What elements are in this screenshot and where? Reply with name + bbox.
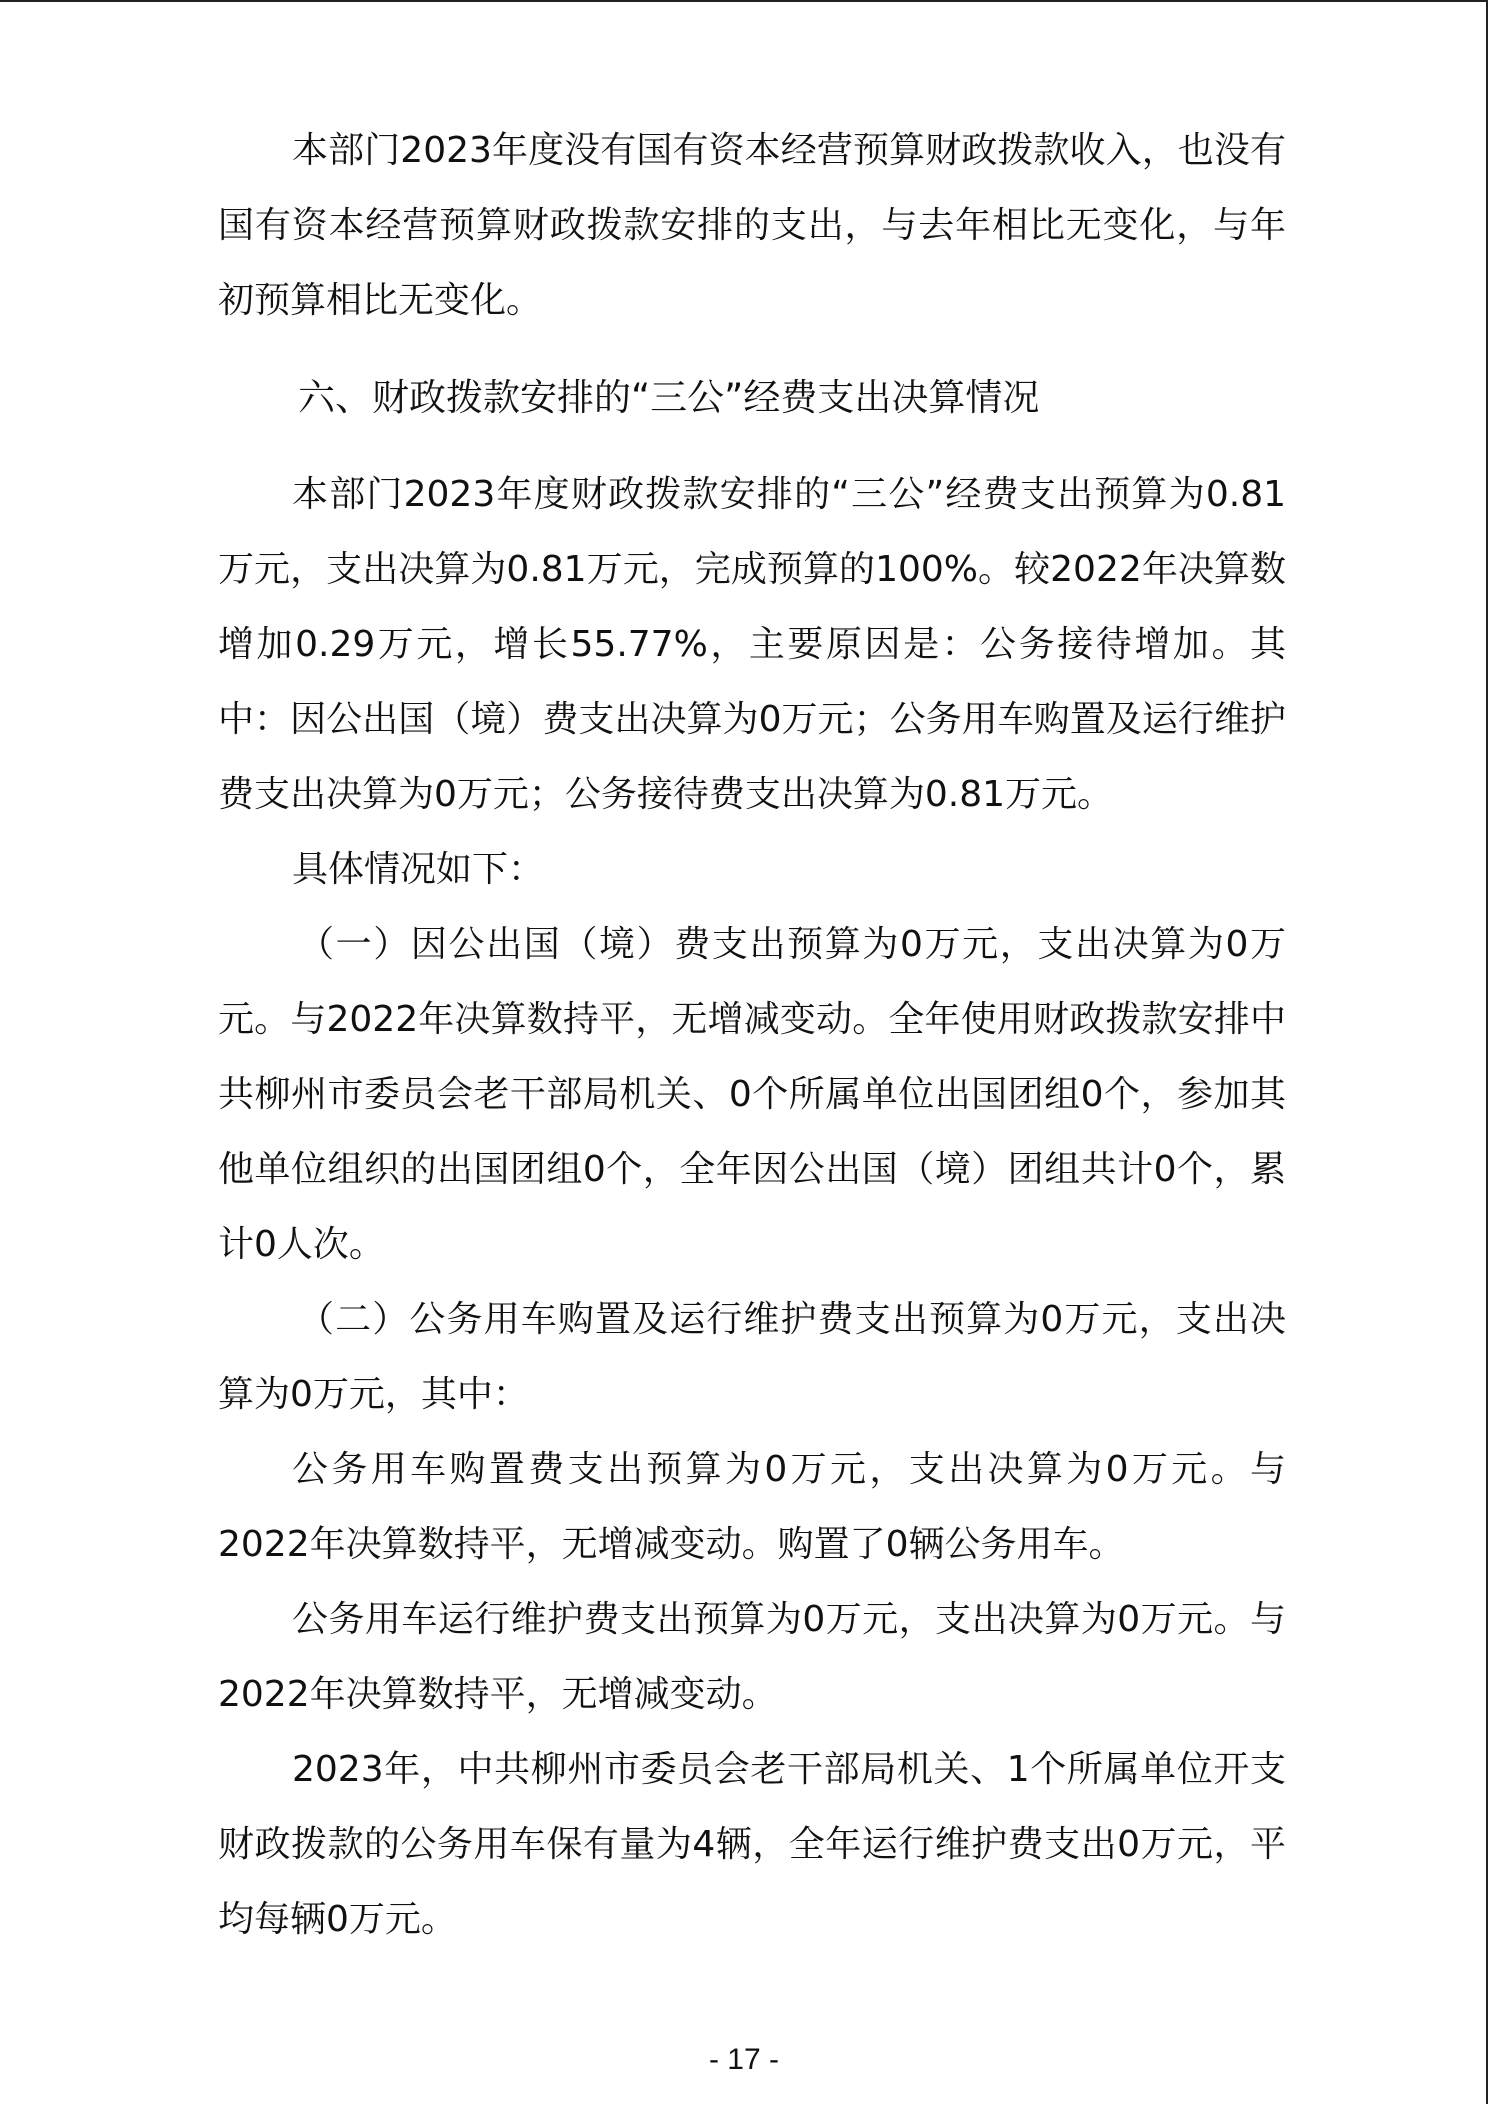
page-top-border bbox=[0, 0, 1488, 2]
paragraph-three-public-summary: 本部门2023年度财政拨款安排的“三公”经费支出预算为0.81万元，支出决算为0.81万元，完成预算的100%。较2022年决算数增加0.29万元，增长55.77%，主要原因是：公务接待增加。其中：因公出国（境）费支出决算为0万元；公务用车购置及运行维护费支出决算为0万元；公务接待费支出决算为0.81万元。 bbox=[218, 474, 1286, 815]
paragraph-vehicle-fleet: 2023年，中共柳州市委员会老干部局机关、1个所属单位开支财政拨款的公务用车保有量为4辆，全年运行维护费支出0万元，平均每辆0万元。 bbox=[218, 1749, 1286, 1940]
paragraph-overseas-travel: （一）因公出国（境）费支出预算为0万元，支出决算为0万元。与2022年决算数持平，无增减变动。全年使用财政拨款安排中共柳州市委员会老干部局机关、0个所属单位出国团组0个，参加其他单位组织的出国团组0个，全年因公出国（境）团组共计0个，累计0人次。 bbox=[218, 924, 1286, 1265]
paragraph-state-capital-budget: 本部门2023年度没有国有资本经营预算财政拨款收入，也没有国有资本经营预算财政拨款安排的支出，与去年相比无变化，与年初预算相比无变化。 bbox=[218, 130, 1286, 321]
page-number: - 17 - bbox=[708, 2043, 780, 2076]
paragraph-vehicle-purchase: 公务用车购置费支出预算为0万元，支出决算为0万元。与2022年决算数持平，无增减变动。购置了0辆公务用车。 bbox=[218, 1449, 1286, 1565]
section-heading-three-public-expenses: 六、财政拨款安排的“三公”经费支出决算情况 bbox=[298, 376, 1040, 419]
document-body bbox=[218, 113, 1286, 1957]
paragraph-details-intro: 具体情况如下： bbox=[292, 849, 545, 890]
paragraph-vehicle-maintenance: 公务用车运行维护费支出预算为0万元，支出决算为0万元。与2022年决算数持平，无增减变动。 bbox=[218, 1599, 1286, 1715]
paragraph-official-vehicles: （二）公务用车购置及运行维护费支出预算为0万元，支出决算为0万元，其中： bbox=[218, 1299, 1286, 1415]
